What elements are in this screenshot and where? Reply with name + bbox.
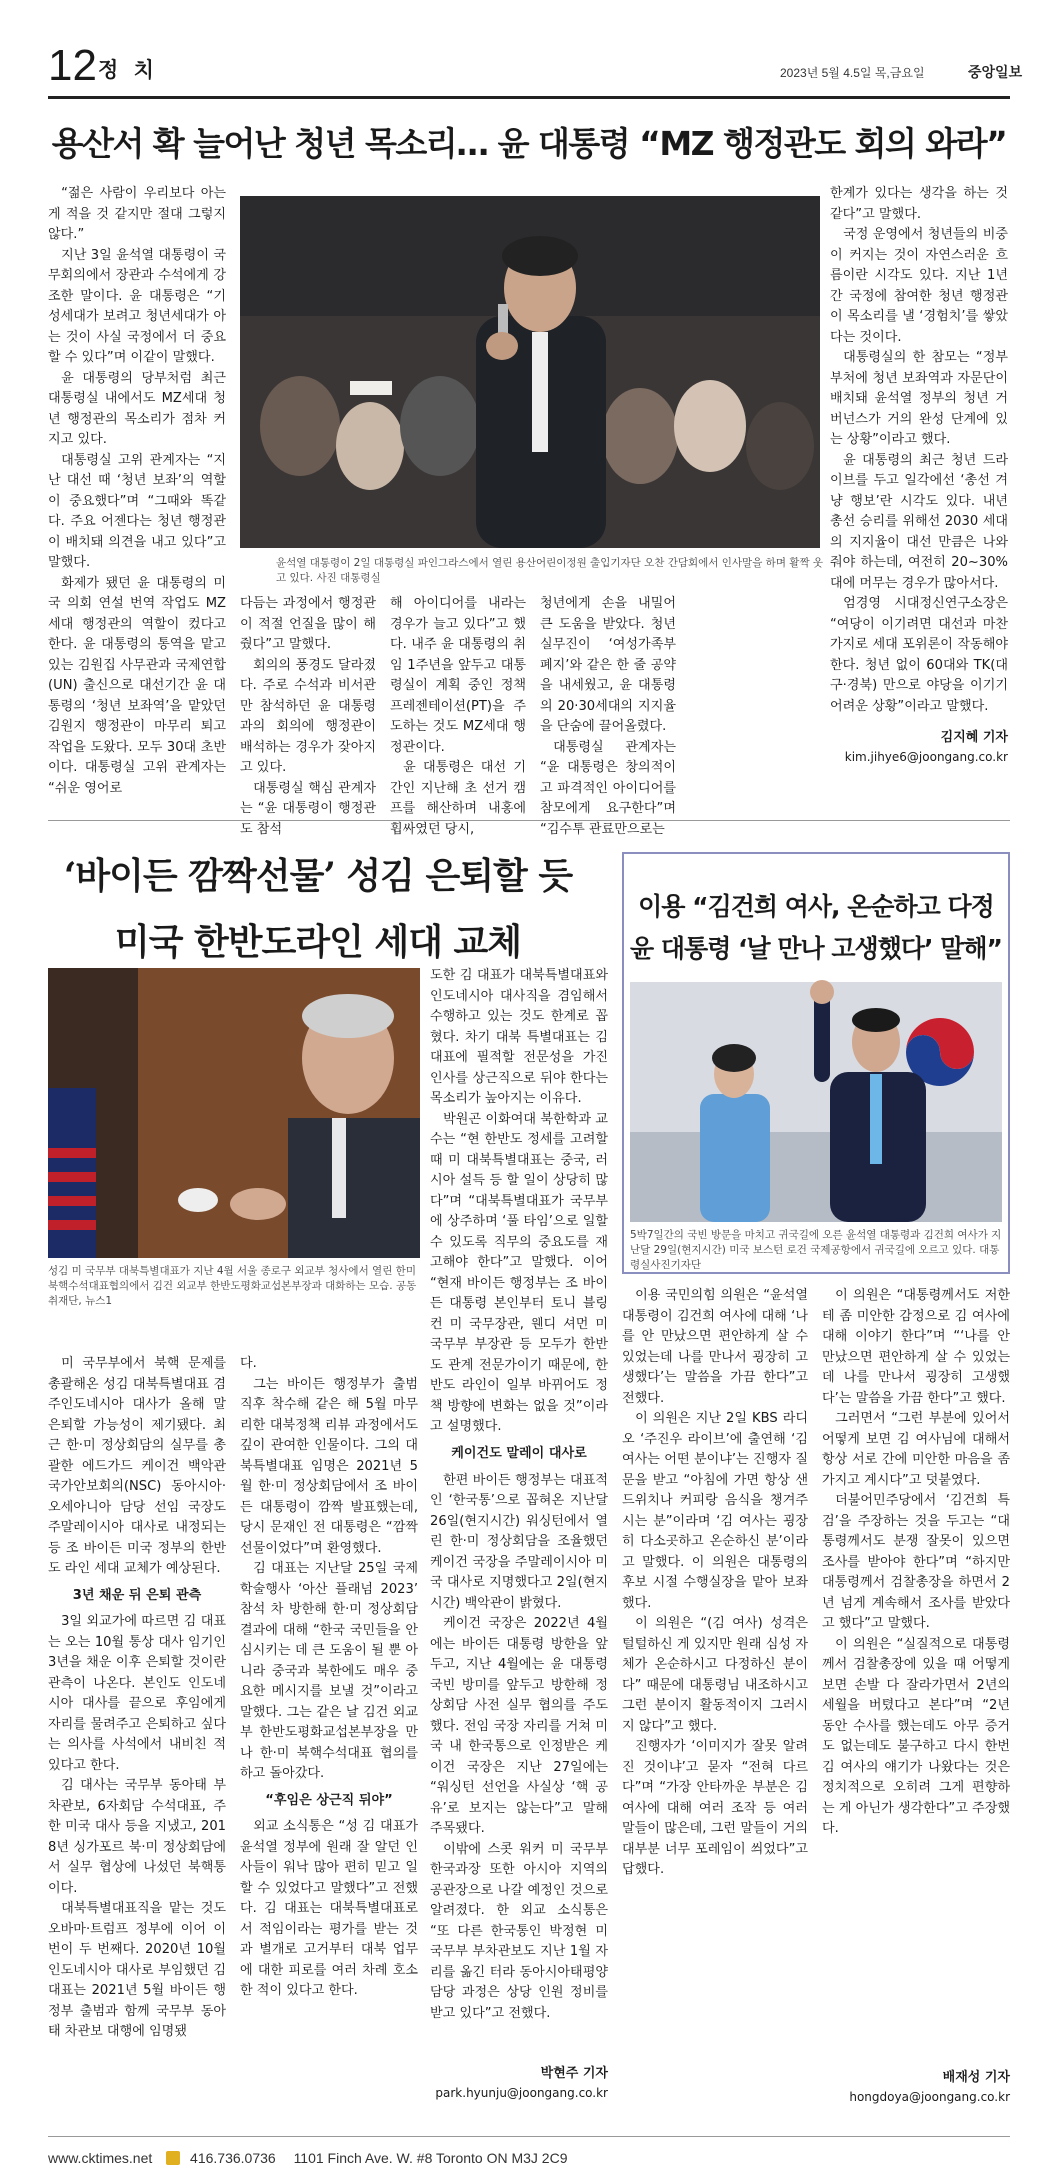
paragraph: 회의의 풍경도 달라졌다. 주로 수석과 비서관만 참석하던 윤 대통령과의 회의에 행정관이 배석하는 경우가 잦아지고 있다. [240,657,376,775]
paragraph: 다. [240,1356,257,1371]
paragraph: 해 아이디어를 내라는 경우가 늘고 있다”고 했다. 내주 윤 대통령의 취임 1주년을 앞두고 대통령실이 계획 중인 정책 프레젠테이션(PT)을 주도하는 것도 MZ세대 행정관이다. [390,596,526,755]
story2-col-c [240,1354,418,2134]
subheading: 3년 채운 뒤 은퇴 관측 [72,1587,202,1603]
paragraph: 화제가 됐던 윤 대통령의 미국 의회 연설 번역 작업도 MZ세대 행정관의 역할이 컸다고 한다. 윤 대통령의 통역을 맡고 있는 김원집 사무관과 국제연합(UN) 출신으로 대선기간 윤 대통령의 ‘청년 보좌역’을 맡았던 김원지 행정관이 마무리 퇴고 작업을 도왔다. 모두 30대 초반이다. 대통령실 고위 관계자는 “쉬운 영어로 [48,575,226,796]
story1-col1 [48,184,226,796]
issue-date: 2023년 5월 4.5일 목,금요일 [780,66,925,80]
story1-col3 [390,594,526,837]
paragraph: 더불어민주당에서 ‘김건희 특검’을 주장하는 것을 두고는 “대통령께서도 분쟁 잘못이 있으면 조사를 받아야 한다”며 “하지만 대통령께서 검찰총장을 하면서 2년 넘게 계속해서 조사를 받았다고 했다”고 말했다. [822,1493,1010,1631]
story3-email: hongdoya@joongang.co.kr [849,2090,1010,2104]
paragraph: 케이건 국장은 2022년 4월에는 바이든 대통령 방한을 앞두고, 지난 4월에는 윤 대통령 국빈 방미를 앞두고 방한해 정상회담 사전 실무 협의를 주도했다. 전임 국장 자리를 거쳐 미국 내 한국통으로 인정받은 케이건 국장은 지난 27일에는 “워싱턴 선언을 사실상 ‘핵 공유’로 보지는 않는다”고 말해 주목됐다. [430,1616,608,1836]
paragraph: 대북특별대표직을 맡는 것도 오바마·트럼프 정부에 이어 이번이 두 번째다. 2020년 10월 인도네시아 대사로 부임했던 김 대표는 2021년 5월 바이든 행정부 출범과 함께 국무부 동아태 차관보 대행에 임명됐 [48,1901,226,2039]
story3-byline: 배재성 기자 [942,2070,1010,2085]
story3-headline-line2: 윤 대통령 ‘날 만나 고생했다’ 말해” [630,934,1002,963]
story3-col-e [822,1286,1010,2062]
phone-icon [166,2151,180,2165]
paragraph: 청년에게 손을 내밀어 큰 도움을 받았다. 청년 실무진이 ‘여성가족부 폐지’와 같은 한 줄 공약을 내세웠고, 윤 대통령의 20·30세대의 지지율을 단숨에 끌어올렸다. [540,596,676,734]
paragraph: 미 국무부에서 북핵 문제를 총괄해온 성김 대북특별대표 겸 주인도네시아 대사가 올해 말 은퇴할 가능성이 제기됐다. 최근 한·미 정상회담의 실무를 총괄한 에드가드 케이건 백악관 국가안보회의(NSC) 동아시아·오세아니아 담당 선임 국장도 주말레이시아 대사로 내정되는 등 조 바이든 미국 정부의 한반도 라인 세대 교체가 예상된다. [48,1356,226,1576]
story1-byline: 김지혜 기자 [940,730,1008,745]
story2-col-a [430,966,608,1434]
paragraph: 대통령실 관계자는 “윤 대통령은 창의적이고 파격적인 아이디어를 참모에게 요구한다”며 “김수투 관료만으로는 [540,739,676,837]
story2-headline-line1: ‘바이든 깜짝선물’ 성김 은퇴할 듯 [63,855,573,897]
paragraph: 도한 김 대표가 대북특별대표와 인도네시아 대사직을 겸임해서 수행하고 있는 것도 한계로 꼽혔다. 차기 대북 특별대표는 김 대표에 필적할 전문성을 가진 인사를 상근직으로 뒤야 한다는 목소리가 높아지는 이유다. [430,968,608,1106]
story1-col2 [240,594,376,837]
story2-photo [48,968,420,1258]
paragraph: 김 대사는 국무부 동아태 부차관보, 6자회담 수석대표, 주한 미국 대사 등을 지냈고, 2018년 싱가포르 북·미 정상회담에서 실무 협상에 나섰던 북핵통이다. [48,1778,226,1896]
story1-col4 [540,594,676,837]
paragraph: 윤 대통령의 최근 청년 드라이브를 두고 일각에선 ‘총선 겨냥 행보’란 시각도 있다. 내년 총선 승리를 위해선 2030 세대의 지지율이 대선 만큼은 나와줘야 하는데, 여전히 20~30%대에 머무는 경우가 많아서다. [830,452,1008,591]
subheading: 케이건도 말레이 대사로 [451,1446,587,1461]
paragraph: 국정 운영에서 청년들의 비중이 커지는 것이 자연스러운 흐름이란 시각도 있다. 지난 1년간 국정에 참여한 청년 행정관이 목소리를 낼 ‘경험치’를 쌓았다는 것이다. [830,227,1008,345]
masthead-rule [48,96,1010,99]
paragraph: 지난 3일 윤석열 대통령이 국무회의에서 장관과 수석에게 강조한 말이다. 윤 대통령은 “기성세대가 보려고 청년세대가 아는 것이 사실 국정에서 더 중요할 수 있다”며 이같이 말했다. [48,247,226,365]
story3-headline-line1: 이용 “김건희 여사, 온순하고 다정 [638,892,994,921]
story3-photo [630,982,1002,1222]
paragraph: 한편 바이든 행정부는 대표적인 ‘한국통’으로 꼽혀온 지난달 26일(현지시간) 워싱턴에서 열린 한·미 정상회담을 조율했던 케이건 국장을 주말레이시아 미국 대사로 지명했다고 2일(현지시간) 백악관이 밝혔다. [430,1472,608,1611]
subheading: “후임은 상근직 뒤야” [265,1792,393,1808]
airport-photo [630,982,1002,1222]
paragraph: 다듬는 과정에서 행정관이 적절 언질을 많이 해줬다”고 말했다. [240,596,376,652]
footer-phone: 416.736.0736 [190,2150,276,2166]
story2-headline [48,852,588,966]
paragraph: 대통령실 핵심 관계자는 “윤 대통령이 행정관도 참석 [240,780,376,837]
paragraph: 외교 소식통은 “성 김 대표가 윤석열 정부에 원래 잘 알던 인사들이 워낙 많아 편히 믿고 일할 수 있었다고 말했다”고 전했다. 김 대표는 대북특별대표로서 적임이라는 평가를 받는 것과 별개로 고거부터 대북 업무에 대한 피로를 여러 차례 호소한 적이 있다고 한다. [240,1819,418,1998]
story3-photo-caption: 5박7일간의 국빈 방문을 마치고 귀국길에 오른 윤석열 대통령과 김건희 여사가 지난달 29일(현지시간) 미국 보스턴 로건 국제공항에서 귀국길에 오르고 있다. 대통령실사진기자단 [630,1229,1002,1271]
paragraph: 이 의원은 지난 2일 KBS 라디오 ‘주진우 라이브’에 출연해 ‘김 여사는 어떤 분이냐’는 진행자 질문을 받고 “아침에 가면 항상 샌드위치나 커피랑 음식을 챙겨주시는 분”이라며 ‘김 여사는 굉장히 다소곳하고 온순하신 분’이라고 말했다. 이 의원은 대통령의 후보 시절 수행실장을 맡아 보좌했다. [622,1411,808,1611]
sung-kim-photo [48,968,420,1258]
paragraph: 진행자가 ‘이미지가 잘못 알려진 것이냐’고 묻자 “전혀 다르다”며 “가장 안타까운 부분은 김 여사에 대해 여러 조작 등 여러 말들이 많은데, 그런 말들이 거의 대부분 너무 포레임이 씌었다”고 답했다. [622,1739,808,1877]
paragraph: 그러면서 “그런 부분에 있어서 어떻게 보면 김 여사님에 대해서 항상 서로 간에 미안한 마음을 좀 가지고 계시다”고 덧붙였다. [822,1411,1010,1488]
footer-address: 1101 Finch Ave. W. #8 Toronto ON M3J 2C9 [293,2150,568,2166]
page-number: 12 [48,41,97,90]
story1-email: kim.jihye6@joongang.co.kr [844,750,1008,764]
paragraph: 박원곤 이화여대 북한학과 교수는 “현 한반도 정세를 고려할 때 미 대북특별대표는 중국, 러시아 설득 등 할 일이 상당히 많다”며 “대북특별대표가 국무부에 상주하며 ‘풀 타임’으로 일할 수 있도록 직무의 중요도를 재고해야 한다”고 말했다. 이어 “현재 바이든 행정부는 조 바이든 대통령 본인부터 토니 블링컨 미 국무장관, 웬디 셔먼 미 국무부 부장관 등 모두가 한반도 관계 전문가이기 때문에, 한반도 라인이 일부 바뀌어도 정책 방향에 변화는 없을 것”이라고 설명했다. [430,1111,608,1434]
main-photo [240,196,820,548]
story2-photo-caption: 성김 미 국무부 대북특별대표가 지난 4월 서울 종로구 외교부 청사에서 열린 한미 북핵수석대표협의에서 김건 외교부 한반도평화교섭본부장과 대화하는 모습. 공동취재단, 뉴스1 [48,1265,417,1307]
paragraph: 한계가 있다는 생각을 하는 것 같다”고 말했다. [830,186,1008,222]
paragraph: 이밖에 스콧 워커 미 국무부 한국과장 또한 아시아 지역의 공관장으로 나갈 예정인 것으로 알려졌다. 한 외교 소식통은 “또 다른 한국통인 박정현 미 국무부 부차관보도 지난 1월 자리를 옮긴 터라 동아시아태평양 담당 과정은 상당 인원 정비를 받고 있다”고 전했다. [430,1841,608,2021]
paragraph: 그는 바이든 행정부가 출범 직후 착수해 같은 해 5월 마무리한 대북정책 리뷰 과정에서도 깊이 관여한 인물이다. 그의 대북특별대표 임명은 2021년 5월 한·미 정상회담에서 조 바이든 대통령이 깜짝 발표했는데, 당시 문재인 전 대통령은 “깜짝 선물이었다”며 환영했다. [240,1376,418,1556]
paragraph: 김 대표는 지난달 25일 국제 학술행사 ‘아산 플래넘 2023’ 참석 차 방한해 한·미 정상회담 결과에 대해 “한국 국민들을 안심시키는 데 큰 도움이 될 뿐 아니라 중국과 북한에도 매우 중요한 메시지를 보낼 것”이라고 말했다. 그는 같은 날 김건 외교부 한반도평화교섭본부장을 만나 한·미 북핵수석대표 협의를 하고 돌아갔다. [240,1561,418,1781]
paragraph: 3일 외교가에 따르면 김 대표는 오는 10월 통상 대사 임기인 3년을 채운 이후 은퇴할 것이란 관측이 나온다. 본인도 인도네시아 대사를 끝으로 후임에게 자리를 물려주고 은퇴하고 싶다는 의사를 사석에서 내비친 적 있다고 한다. [48,1614,226,1773]
main-photo-caption: 윤석열 대통령이 2일 대통령실 파인그라스에서 열린 용산어린이정원 출입기자단 오찬 간담회에서 인사말을 하며 활짝 웃고 있다. 사진 대통령실 [276,557,824,584]
story1-col5 [830,184,1008,722]
story2-email: park.hyunju@joongang.co.kr [435,2086,608,2100]
paragraph: 대통령실의 한 참모는 “정부 부처에 청년 보좌역과 자문단이 배치돼 윤석열 정부의 청년 거버넌스가 거의 완성 단계에 있는 상황”이라고 했다. [830,350,1008,447]
footer-website: www.cktimes.net [48,2150,153,2166]
footer-rule [48,2136,1010,2137]
story2-col-b [48,1354,226,2134]
story2-headline-line2: 미국 한반도라인 세대 교체 [114,921,522,963]
paragraph: 엄경영 시대정신연구소장은 “여당이 이기려면 대선과 마찬가지로 세대 포위론이 작동해야 한다. 청년 없이 60대와 TK(대구·경북) 만으로 야당을 이기기 어려운 상황”이라고 말했다. [830,596,1008,714]
paper-name: 중앙일보 [968,65,1023,81]
president-photo [240,196,820,548]
paragraph: 이 의원은 “(김 여사) 성격은 털털하신 게 있지만 원래 심성 자체가 온순하시고 다정하신 분이다” 때문에 대통령님 내조하시고 그런 분이지 활동적이지 그러시지 않다”고 했다. [622,1616,808,1734]
paragraph: 대통령실 고위 관계자는 “지난 대선 때 ‘청년 보좌’의 역할이 중요했다”며 “그때와 똑같다. 주요 어젠다는 청년 행정관이 배치돼 의견을 내고 있다”고 말했다. [48,452,226,570]
main-headline: 용산서 확 늘어난 청년 목소리… 윤 대통령 “MZ 행정관도 회의 와라” [51,124,1007,163]
paragraph: 이용 국민의힘 의원은 “윤석열 대통령이 김건희 여사에 대해 ‘나를 안 만났으면 편안하게 살 수 있었는데 나를 만나서 굉장히 고생했다’는 말씀을 가끔 한다”고 전했다. [622,1288,808,1406]
story-divider [48,820,1010,821]
section-name: 정 치 [98,58,158,82]
footer [48,2150,568,2166]
story3-headline [630,886,1002,970]
story2-col-a2 [430,1438,608,2058]
story2-byline: 박현주 기자 [540,2066,608,2081]
paragraph: 윤 대통령의 당부처럼 최근 대통령실 내에서도 MZ세대 청년 행정관의 목소리가 점차 커지고 있다. [48,370,226,447]
paragraph: 윤 대통령은 대선 기간인 지난해 초 선거 캠프를 해산하며 내홍에 휩싸였던 당시, [390,760,526,837]
paragraph: 이 의원은 “실질적으로 대통령께서 검찰총장에 있을 때 어떻게 보면 손발 다 잘라가면서 2년의 세월을 버텼다고 본다”며 “2년 동안 수사를 했는데도 아무 증거도 없는데도 불구하고 다시 한번 김 여사의 얘기가 나왔다는 것은 정치적으로 오히려 그게 편향하는 게 아닌가 생각한다”고 주장했다. [822,1636,1010,1836]
paragraph: “젊은 사람이 우리보다 아는 게 적을 것 같지만 절대 그렇지 않다.” [48,186,226,242]
paragraph: 이 의원은 “대통령께서도 저한테 좀 미안한 감정으로 김 여사에 대해 이야기 한다”며 “‘나를 안 만났으면 편안하게 살 수 있었는데 나를 만나서 굉장히 고생했다’는 말씀을 가끔 한다”고 했다. [822,1288,1010,1406]
story3-col-d [622,1286,808,2120]
